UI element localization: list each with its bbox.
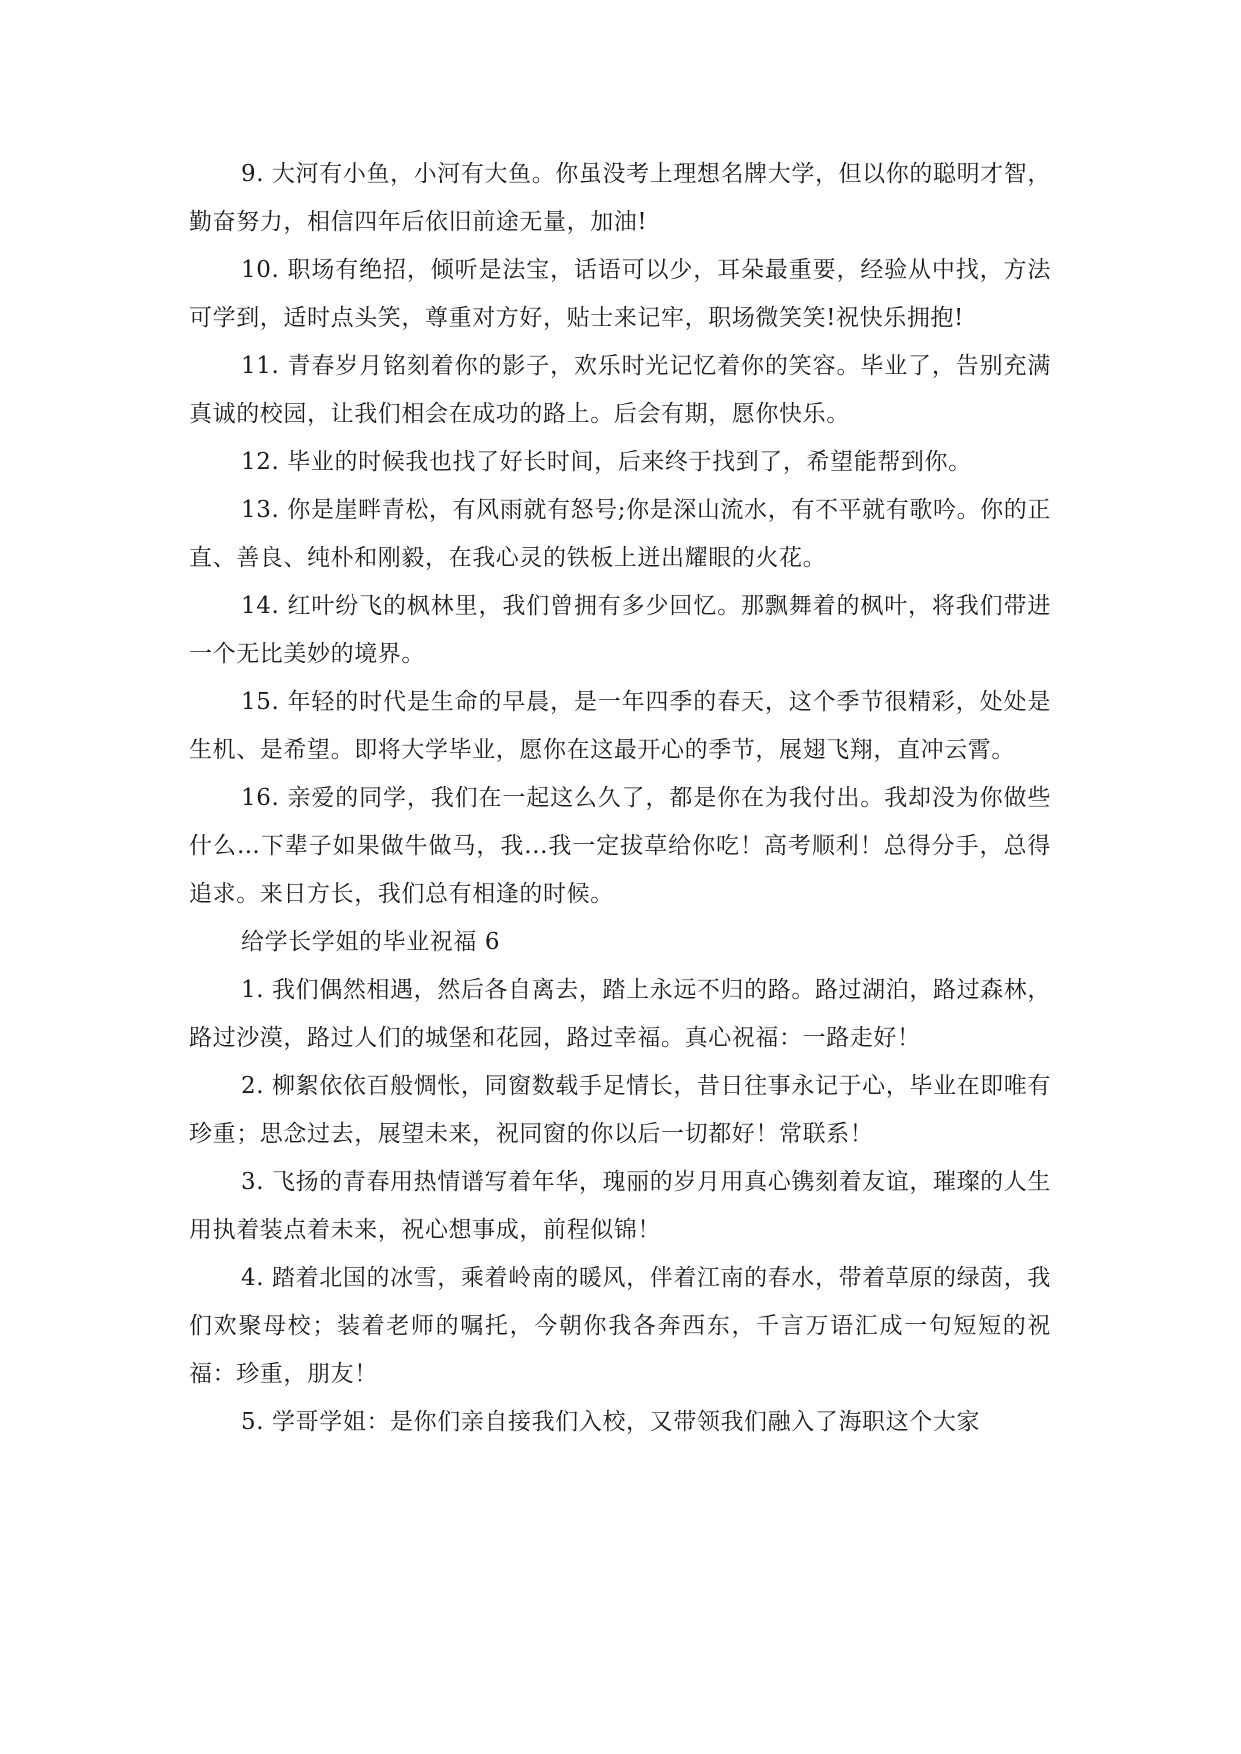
- paragraph-15: 15. 年轻的时代是生命的早晨，是一年四季的春天，这个季节很精彩，处处是生机、是希望。即将大学毕业，愿你在这最开心的季节，展翅飞翔，直冲云霄。: [189, 689, 1051, 763]
- document-body: [189, 150, 1051, 1446]
- paragraph-12: 12. 毕业的时候我也找了好长时间，后来终于找到了，希望能帮到你。: [241, 449, 972, 475]
- paragraph-4: 4. 踏着北国的冰雪，乘着岭南的暖风，伴着江南的春水，带着草原的绿茵，我们欢聚母校；装着老师的嘱托，今朝你我各奔西东，千言万语汇成一句短短的祝福：珍重，朋友！: [189, 1265, 1051, 1387]
- paragraph-11: 11. 青春岁月铭刻着你的影子，欢乐时光记忆着你的笑容。毕业了，告别充满真诚的校园，让我们相会在成功的路上。后会有期，愿你快乐。: [189, 353, 1051, 427]
- paragraph-10: 10. 职场有绝招，倾听是法宝，话语可以少，耳朵最重要，经验从中找，方法可学到，适时点头笑，尊重对方好，贴士来记牢，职场微笑笑!祝快乐拥抱!: [189, 257, 1051, 331]
- paragraph-1: 1. 我们偶然相遇，然后各自离去，踏上永远不归的路。路过湖泊，路过森林，路过沙漠，路过人们的城堡和花园，路过幸福。真心祝福：一路走好！: [189, 977, 1051, 1051]
- paragraph-5: 5. 学哥学姐：是你们亲自接我们入校，又带领我们融入了海职这个大家: [241, 1409, 981, 1435]
- paragraph-13: 13. 你是崖畔青松，有风雨就有怒号;你是深山流水，有不平就有歌吟。你的正直、善良、纯朴和刚毅，在我心灵的铁板上迸出耀眼的火花。: [189, 497, 1051, 571]
- paragraph-2: 2. 柳絮依依百般惆怅，同窗数载手足情长，昔日往事永记于心，毕业在即唯有珍重；思念过去，展望未来，祝同窗的你以后一切都好！常联系！: [189, 1073, 1051, 1147]
- paragraph-16: 16. 亲爱的同学，我们在一起这么久了，都是你在为我付出。我却没为你做些什么…下辈子如果做牛做马，我...我一定拔草给你吃！高考顺利！总得分手，总得追求。来日方长，我们总有相逢的时候。: [189, 785, 1051, 907]
- section-heading: 给学长学姐的毕业祝福 6: [241, 929, 501, 955]
- paragraph-14: 14. 红叶纷飞的枫林里，我们曾拥有多少回忆。那飘舞着的枫叶，将我们带进一个无比美妙的境界。: [189, 593, 1051, 667]
- paragraph-3: 3. 飞扬的青春用热情谱写着年华，瑰丽的岁月用真心镌刻着友谊，璀璨的人生用执着装点着未来，祝心想事成，前程似锦！: [189, 1169, 1051, 1243]
- paragraph-9: 9. 大河有小鱼，小河有大鱼。你虽没考上理想名牌大学，但以你的聪明才智，勤奋努力，相信四年后依旧前途无量，加油!: [189, 161, 1051, 235]
